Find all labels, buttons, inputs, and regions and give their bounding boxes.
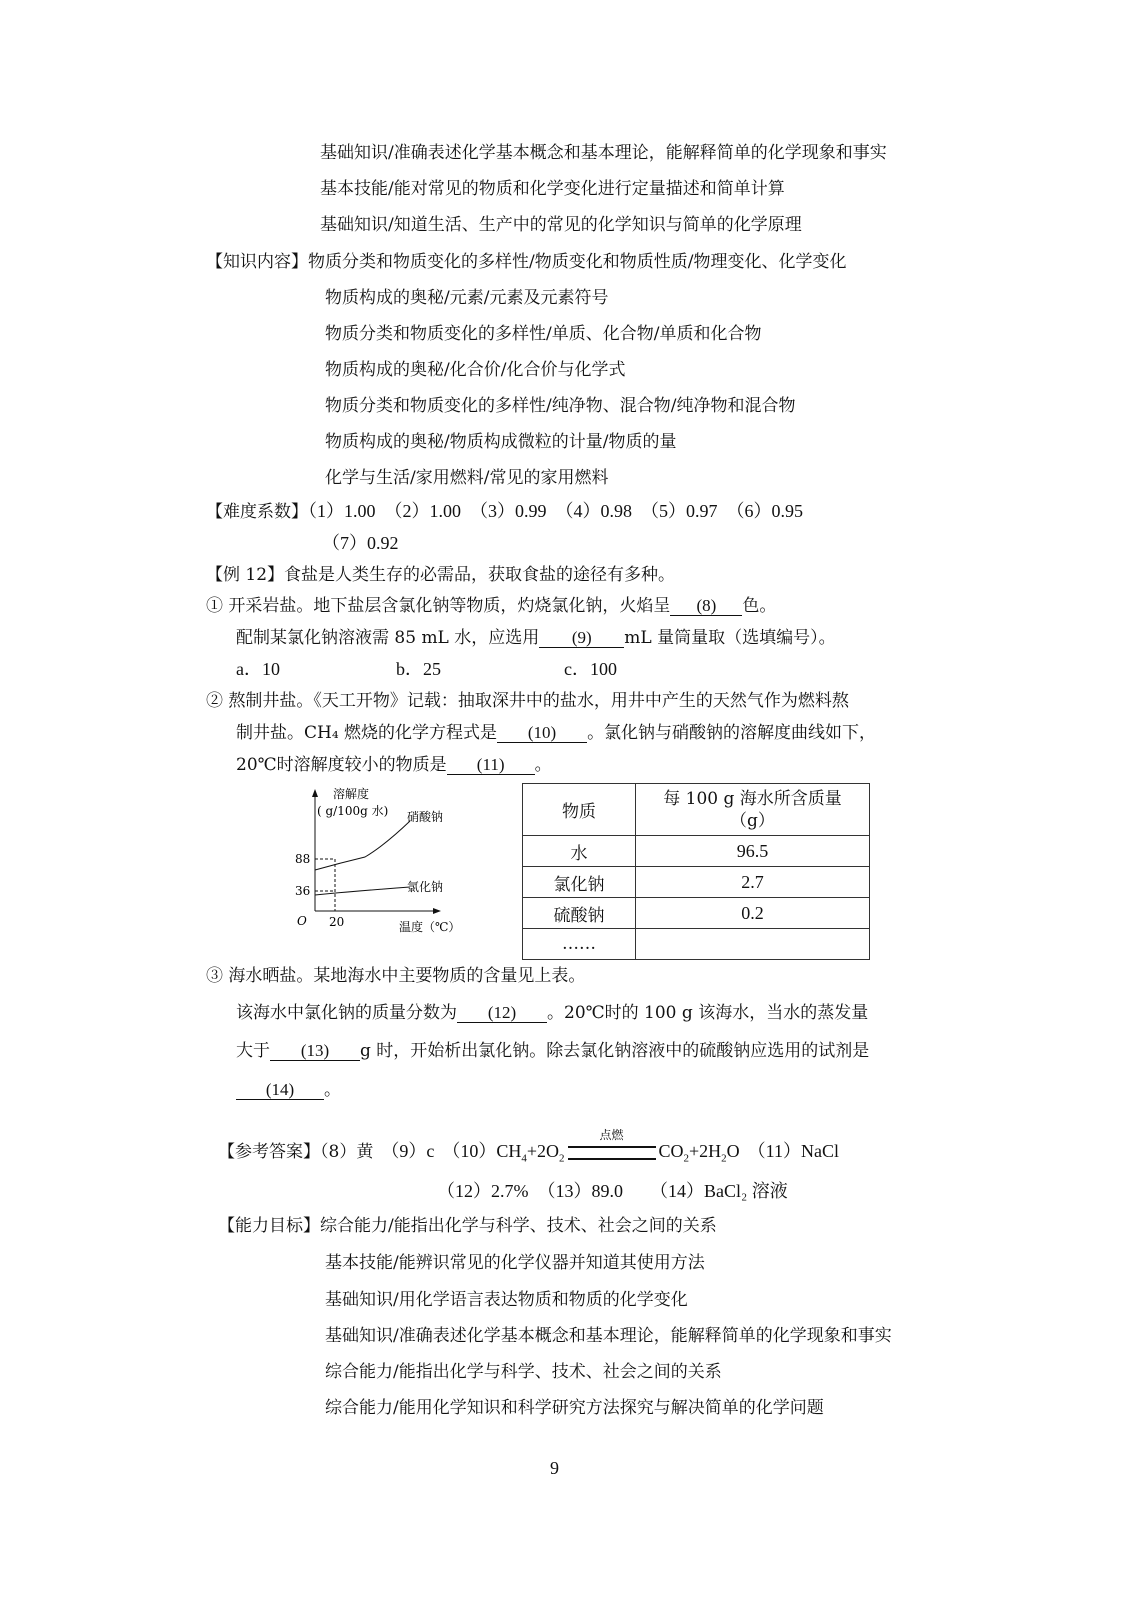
x-arrow-icon xyxy=(433,908,441,914)
text-line xyxy=(236,627,836,649)
cell: 0.2 xyxy=(636,898,870,929)
text: 配制某氯化钠溶液需 85 mL 水，应选用 xyxy=(236,628,540,648)
header-unit: （g） xyxy=(730,810,775,831)
table-row xyxy=(523,898,870,929)
option-a: a．10 xyxy=(236,659,280,679)
label: （10） xyxy=(451,1141,497,1161)
table-row xyxy=(523,929,870,960)
blank-8: (8) xyxy=(670,597,742,616)
knowledge-line xyxy=(206,251,846,273)
text: g 时，开始析出氯化钠。除去氯化钠溶液中的硫酸钠应选用的试剂是 xyxy=(360,1041,870,1061)
text-line xyxy=(206,595,776,617)
table-row xyxy=(523,836,870,867)
text-line: 综合能力/能用化学知识和科学研究方法探究与解决简单的化学问题 xyxy=(325,1398,824,1418)
text-line: ③ 海水晒盐。某地海水中主要物质的含量见上表。 xyxy=(206,966,586,986)
text-line xyxy=(236,1002,868,1024)
blank-9: (9) xyxy=(539,629,624,648)
curve-sodium-chloride xyxy=(315,887,410,895)
text: 。 xyxy=(534,755,552,775)
cell xyxy=(636,929,870,960)
header-text: 每 100 g 海水所含质量 xyxy=(663,788,842,809)
text: 。20℃时的 100 g 该海水，当水的蒸发量 xyxy=(547,1003,869,1023)
text: ① 开采岩盐。地下盐层含氯化钠等物质，灼烧氯化钠，火焰呈 xyxy=(206,596,671,616)
ability-line xyxy=(218,1215,717,1237)
text: 综合能力/能指出化学与科学、技术、社会之间的关系 xyxy=(320,1216,717,1236)
series-label-nitrate: 硝酸钠 xyxy=(407,810,444,824)
curve-sodium-nitrate xyxy=(315,821,410,870)
section-label: 【难度系数】 xyxy=(206,502,308,522)
answer-8: （8）黄 xyxy=(320,1142,374,1162)
cell: 水 xyxy=(523,836,636,867)
text: mL 量筒量取（选填编号）。 xyxy=(624,628,836,648)
blank-14: (14) xyxy=(236,1081,324,1100)
text-line: 基础知识/用化学语言表达物质和物质的化学变化 xyxy=(325,1290,688,1310)
text-line xyxy=(236,722,876,744)
text-line: 基本技能/能辨识常见的化学仪器并知道其使用方法 xyxy=(325,1253,705,1273)
table-header: 物质 xyxy=(523,784,636,836)
section-label: 【能力目标】 xyxy=(218,1216,320,1236)
solubility-chart xyxy=(285,783,485,943)
text-line: ② 熬制井盐。《天工开物》记载：抽取深井中的盐水，用井中产生的天然气作为燃料熬 xyxy=(206,691,849,711)
option-b: b．25 xyxy=(396,659,441,679)
answer-line-2 xyxy=(437,1180,788,1202)
text: 该海水中氯化钠的质量分数为 xyxy=(236,1003,457,1023)
text: 20℃时溶解度较小的物质是 xyxy=(236,755,447,775)
text-line xyxy=(236,754,552,776)
text-line: 物质构成的奥秘/元素/元素及元素符号 xyxy=(325,288,609,308)
text-line: 基本技能/能对常见的物质和化学变化进行定量描述和简单计算 xyxy=(320,179,785,199)
table-row xyxy=(523,867,870,898)
x-label: 温度（℃） xyxy=(399,920,461,934)
answer-11: （11）NaCl xyxy=(756,1141,839,1161)
answer-13: （13）89.0 xyxy=(546,1181,623,1201)
text: 制井盐。CH₄ 燃烧的化学方程式是 xyxy=(236,723,498,743)
text-line: 综合能力/能指出化学与科学、技术、社会之间的关系 xyxy=(325,1362,722,1382)
cell: 氯化钠 xyxy=(523,867,636,898)
text-line: 基础知识/准确表述化学基本概念和基本理论，能解释简单的化学现象和事实 xyxy=(320,143,887,163)
origin-label: O xyxy=(297,914,307,928)
text-line xyxy=(236,1079,341,1101)
example-title: 【例 12】食盐是人类生存的必需品，获取食盐的途径有多种。 xyxy=(206,565,676,585)
reaction-arrow xyxy=(568,1127,656,1160)
text-line: 化学与生活/家用燃料/常见的家用燃料 xyxy=(325,468,609,488)
cell: 2.7 xyxy=(636,867,870,898)
text-line: （7）0.92 xyxy=(322,533,399,553)
text-line: 物质分类和物质变化的多样性/纯净物、混合物/纯净物和混合物 xyxy=(325,396,796,416)
answer-9: （9）c xyxy=(390,1141,435,1161)
blank-12: (12) xyxy=(457,1004,547,1023)
text: 。 xyxy=(324,1080,341,1100)
text-line: 物质分类和物质变化的多样性/单质、化合物/单质和化合物 xyxy=(325,324,762,344)
answer-14: （14）BaCl₂ 溶液 xyxy=(659,1181,788,1201)
text: 物质分类和物质变化的多样性/物质变化和物质性质/物理变化、化学变化 xyxy=(308,252,847,272)
options-line xyxy=(236,658,617,680)
option-c: c．100 xyxy=(564,659,617,679)
table-header xyxy=(636,784,870,836)
text: 色。 xyxy=(742,596,777,616)
text: 。氯化钠与硝酸钠的溶解度曲线如下， xyxy=(587,723,877,743)
seawater-table xyxy=(522,783,870,960)
text-line: 物质构成的奥秘/化合价/化合价与化学式 xyxy=(325,360,626,380)
text: 大于 xyxy=(236,1041,270,1061)
cell: 96.5 xyxy=(636,836,870,867)
blank-11: (11) xyxy=(447,756,535,775)
blank-13: (13) xyxy=(270,1042,360,1061)
answer-line xyxy=(218,1127,839,1170)
answer-12: （12）2.7% xyxy=(437,1181,529,1201)
cell: …… xyxy=(523,929,636,960)
page-number: 9 xyxy=(550,1458,559,1478)
text-line xyxy=(236,1040,869,1062)
text-line: 物质构成的奥秘/物质构成微粒的计量/物质的量 xyxy=(325,432,677,452)
y-arrow-icon xyxy=(312,789,318,797)
tick-88: 88 xyxy=(295,852,311,866)
tick-20: 20 xyxy=(329,915,345,929)
text-line: 基础知识/准确表述化学基本概念和基本理论，能解释简单的化学现象和事实 xyxy=(325,1326,892,1346)
answer-10: $(10)CH_4+2O_2$ 点燃 $CO_2+2H_2O$ xyxy=(451,1141,739,1161)
tick-36: 36 xyxy=(295,884,311,898)
text: （1）1.00 （2）1.00 （3）0.99 （4）0.98 （5）0.97 （6）0.95 xyxy=(308,501,803,521)
cell: 硫酸钠 xyxy=(523,898,636,929)
difficulty-line xyxy=(206,500,803,523)
reaction-condition: 点燃 xyxy=(599,1127,624,1142)
text-line: 基础知识/知道生活、生产中的常见的化学知识与简单的化学原理 xyxy=(320,215,802,235)
section-label: 【知识内容】 xyxy=(206,252,308,272)
blank-10: (10) xyxy=(497,724,587,743)
series-label-chloride: 氯化钠 xyxy=(407,880,444,894)
y-unit: ( g/100g 水) xyxy=(317,804,389,818)
section-label: 【参考答案】 xyxy=(218,1142,320,1162)
y-label: 溶解度 xyxy=(333,787,370,801)
